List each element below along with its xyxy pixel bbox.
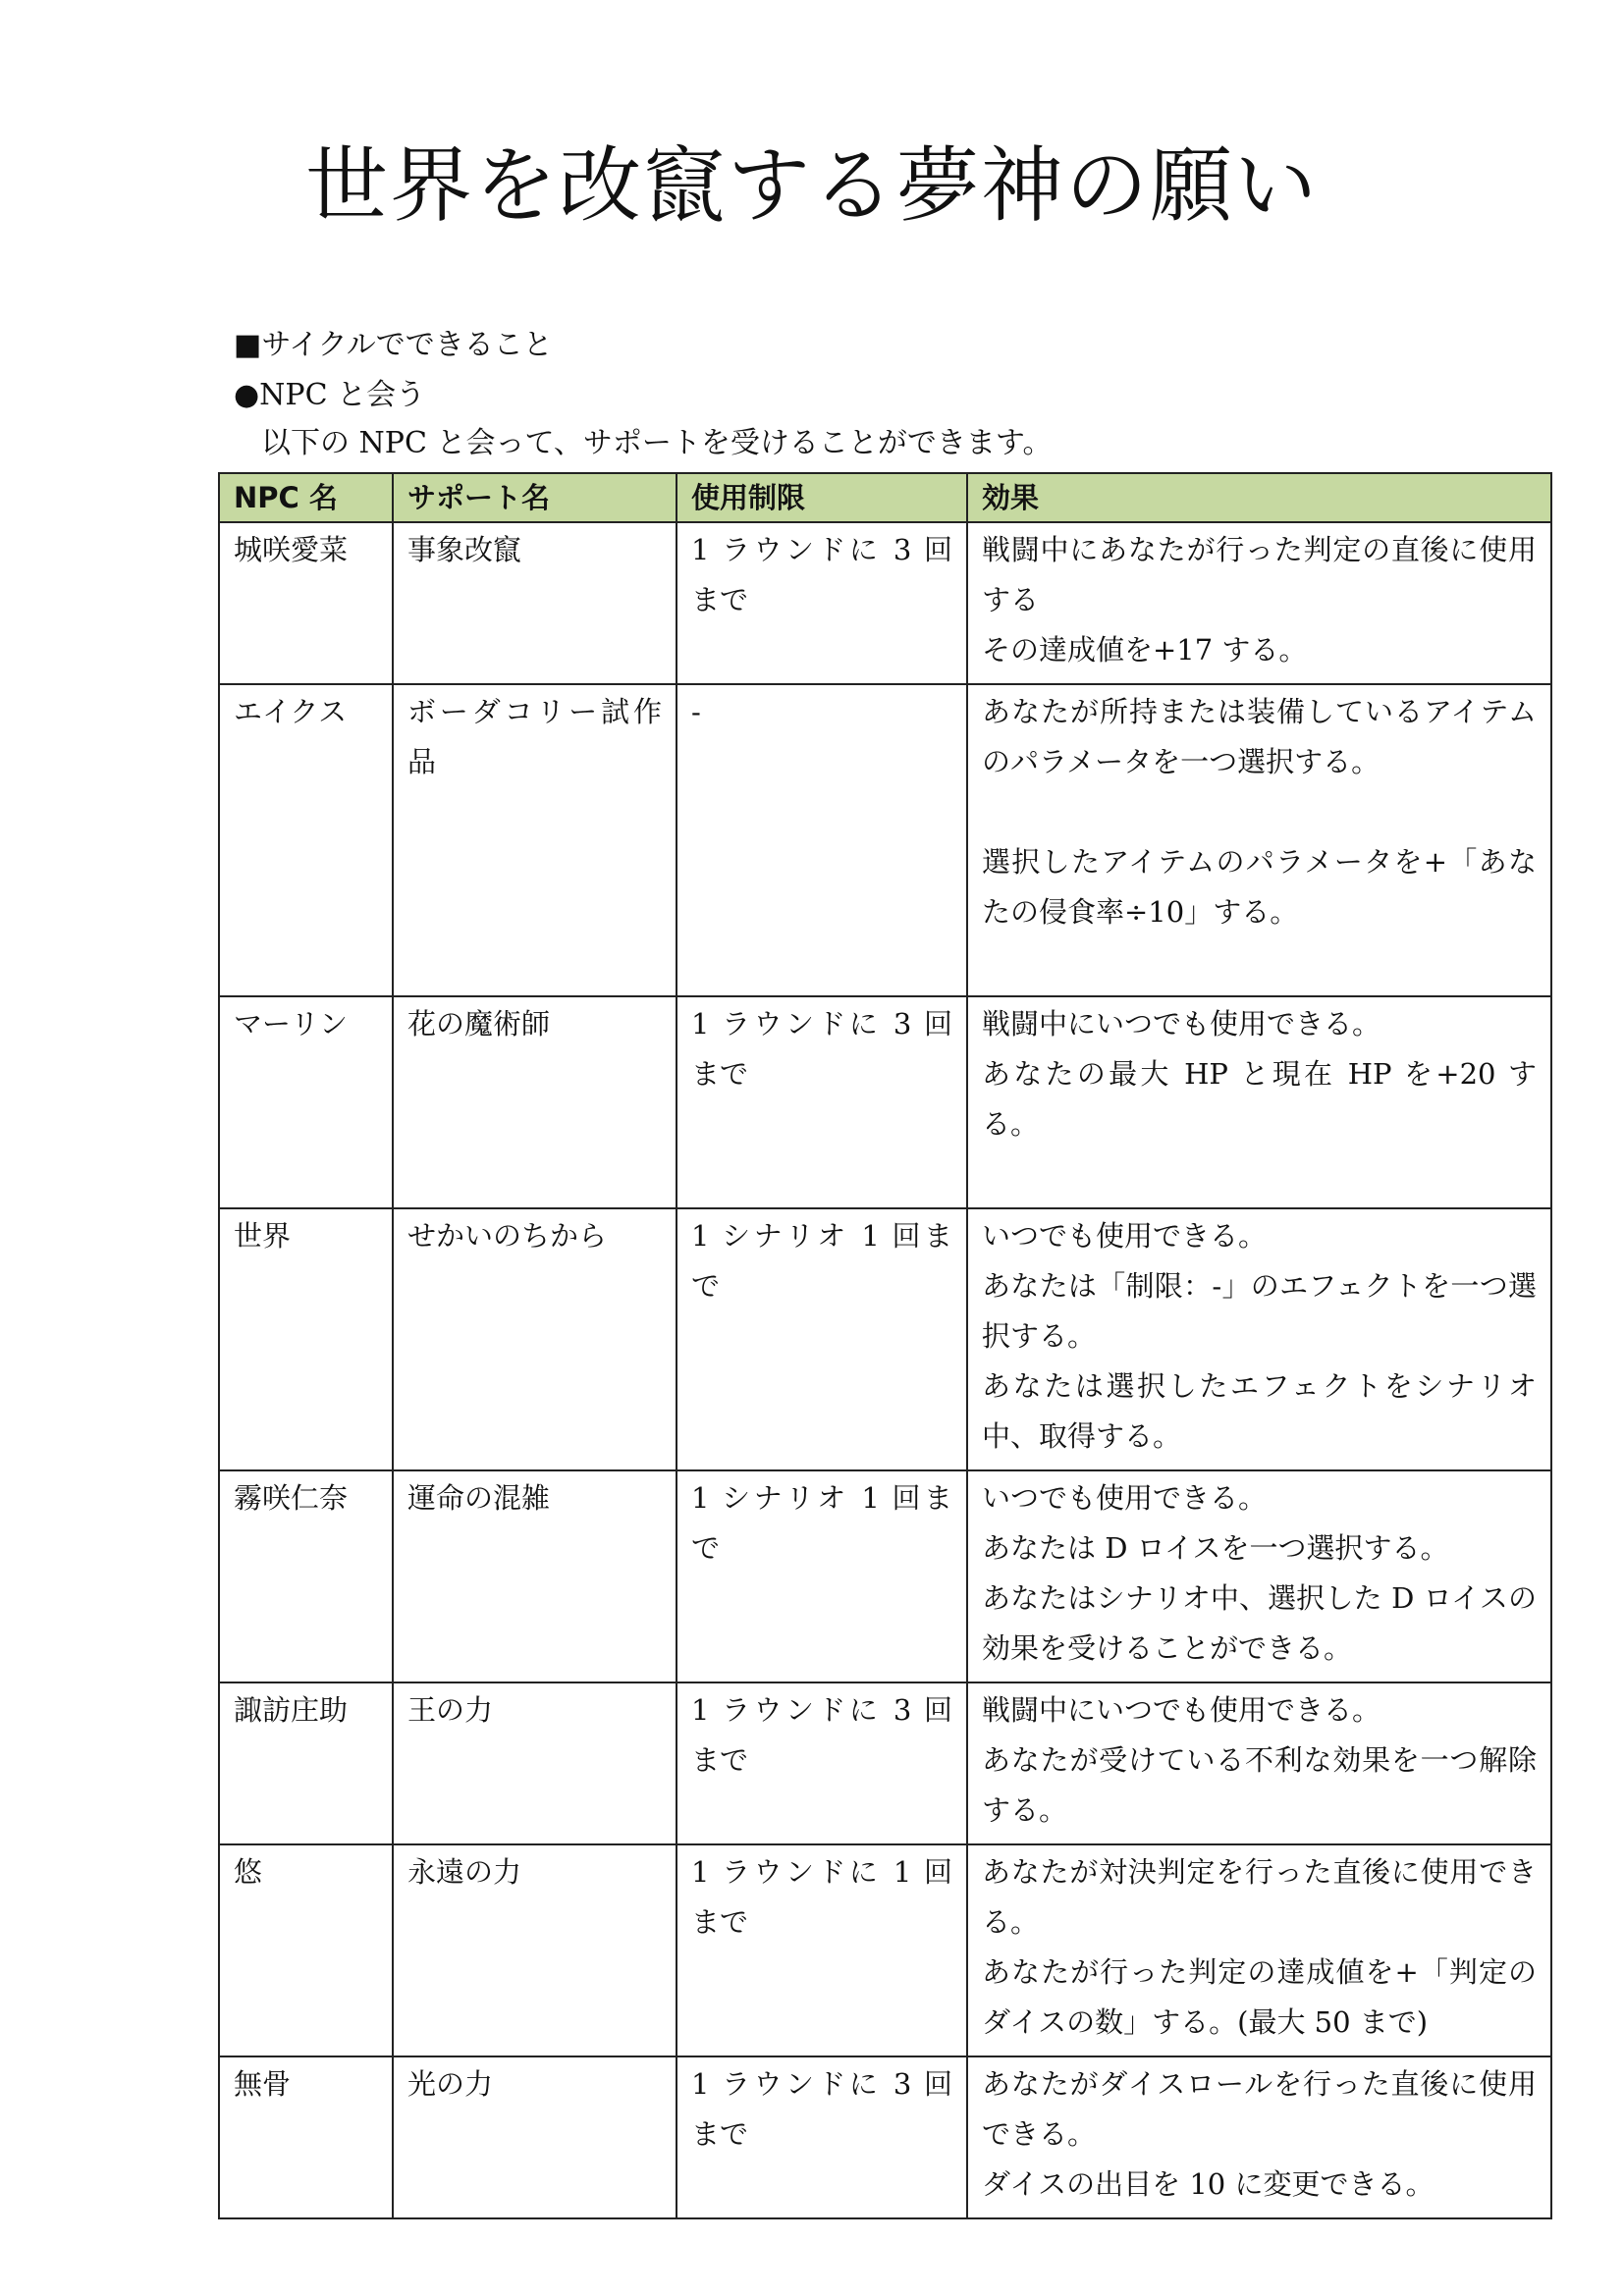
effect-line: 戦闘中にあなたが行った判定の直後に使用する [982,533,1537,616]
header-effect: 効果 [967,473,1551,522]
cell-effect [967,522,1551,684]
cell-effect [967,1844,1551,2056]
cell-usage-limit: 1 シナリオ 1 回まで [677,1470,967,1682]
table-row [219,1682,1551,1844]
header-usage-limit: 使用制限 [677,473,967,522]
effect-line: いつでも使用できる。 [982,1219,1268,1253]
effect-line: 戦闘中にいつでも使用できる。 [982,1007,1381,1041]
section-heading-npc: ●NPC と会う [234,378,426,412]
effect-line: ダイスの出目を 10 に変更できる。 [982,2167,1435,2201]
effect-line: あなたはシナリオ中、選択した D ロイスの効果を受けることができる。 [982,1581,1537,1665]
cell-npc-name: 無骨 [219,2056,393,2218]
cell-usage-limit: 1 シナリオ 1 回まで [677,1208,967,1470]
cell-npc-name: 諏訪庄助 [219,1682,393,1844]
effect-line: あなたは D ロイスを一つ選択する。 [982,1531,1449,1565]
effect-line: あなたが行った判定の達成値を+「判定のダイスの数」する。(最大 50 まで) [982,1955,1537,2039]
cell-effect [967,1682,1551,1844]
table-row [219,1208,1551,1470]
cell-usage-limit: - [677,684,967,996]
cell-usage-limit: 1 ラウンドに 1 回まで [677,1844,967,2056]
table-row [219,996,1551,1208]
table-row [219,2056,1551,2218]
table-row [219,522,1551,684]
cell-usage-limit: 1 ラウンドに 3 回まで [677,2056,967,2218]
table-row [219,1844,1551,2056]
cell-usage-limit: 1 ラウンドに 3 回まで [677,1682,967,1844]
cell-support-name: 光の力 [393,2056,677,2218]
cell-support-name: 花の魔術師 [393,996,677,1208]
cell-npc-name: 霧咲仁奈 [219,1470,393,1682]
document-title: 世界を改竄する夢神の願い [304,137,1319,234]
cell-npc-name: 悠 [219,1844,393,2056]
cell-npc-name: 城咲愛菜 [219,522,393,684]
cell-effect [967,996,1551,1208]
table-header-row [219,473,1551,522]
section-heading-cycle: ■サイクルでできること [234,328,553,362]
header-npc-name: NPC 名 [219,473,393,522]
effect-line: あなたの最大 HP と現在 HP を+20 する。 [982,1057,1537,1141]
table-row [219,684,1551,996]
cell-npc-name: 世界 [219,1208,393,1470]
effect-line: あなたは「制限：-」のエフェクトを一つ選択する。 [982,1269,1537,1353]
cell-support-name: せかいのちから [393,1208,677,1470]
header-support-name: サポート名 [393,473,677,522]
effect-line: あなたが対決判定を行った直後に使用できる。 [982,1855,1537,1939]
table-row [219,1470,1551,1682]
cell-effect [967,2056,1551,2218]
cell-effect [967,1470,1551,1682]
intro-text: 以下の NPC と会って、サポートを受けることができます。 [261,426,1053,460]
cell-npc-name: マーリン [219,996,393,1208]
cell-support-name: 王の力 [393,1682,677,1844]
effect-line: 選択したアイテムのパラメータを+「あなたの侵食率÷10」する。 [982,845,1537,929]
cell-support-name: ボーダコリー試作品 [393,684,677,996]
cell-npc-name: エイクス [219,684,393,996]
effect-line: あなたがダイスロールを行った直後に使用できる。 [982,2067,1537,2151]
cell-usage-limit: 1 ラウンドに 3 回まで [677,996,967,1208]
cell-effect [967,684,1551,996]
cell-support-name: 事象改竄 [393,522,677,684]
effect-line: あなたは選択したエフェクトをシナリオ中、取得する。 [982,1369,1537,1453]
effect-line [982,787,1537,837]
effect-line: いつでも使用できる。 [982,1481,1268,1515]
npc-support-table [218,472,1552,2219]
effect-line: 戦闘中にいつでも使用できる。 [982,1693,1381,1727]
effect-line: あなたが所持または装備しているアイテムのパラメータを一つ選択する。 [982,695,1537,778]
effect-line: その達成値を+17 する。 [982,633,1308,667]
cell-usage-limit: 1 ラウンドに 3 回まで [677,522,967,684]
effect-line [982,1149,1537,1200]
cell-support-name: 永遠の力 [393,1844,677,2056]
cell-effect [967,1208,1551,1470]
effect-line: あなたが受けている不利な効果を一つ解除する。 [982,1743,1537,1827]
cell-support-name: 運命の混雑 [393,1470,677,1682]
effect-line [982,937,1537,988]
